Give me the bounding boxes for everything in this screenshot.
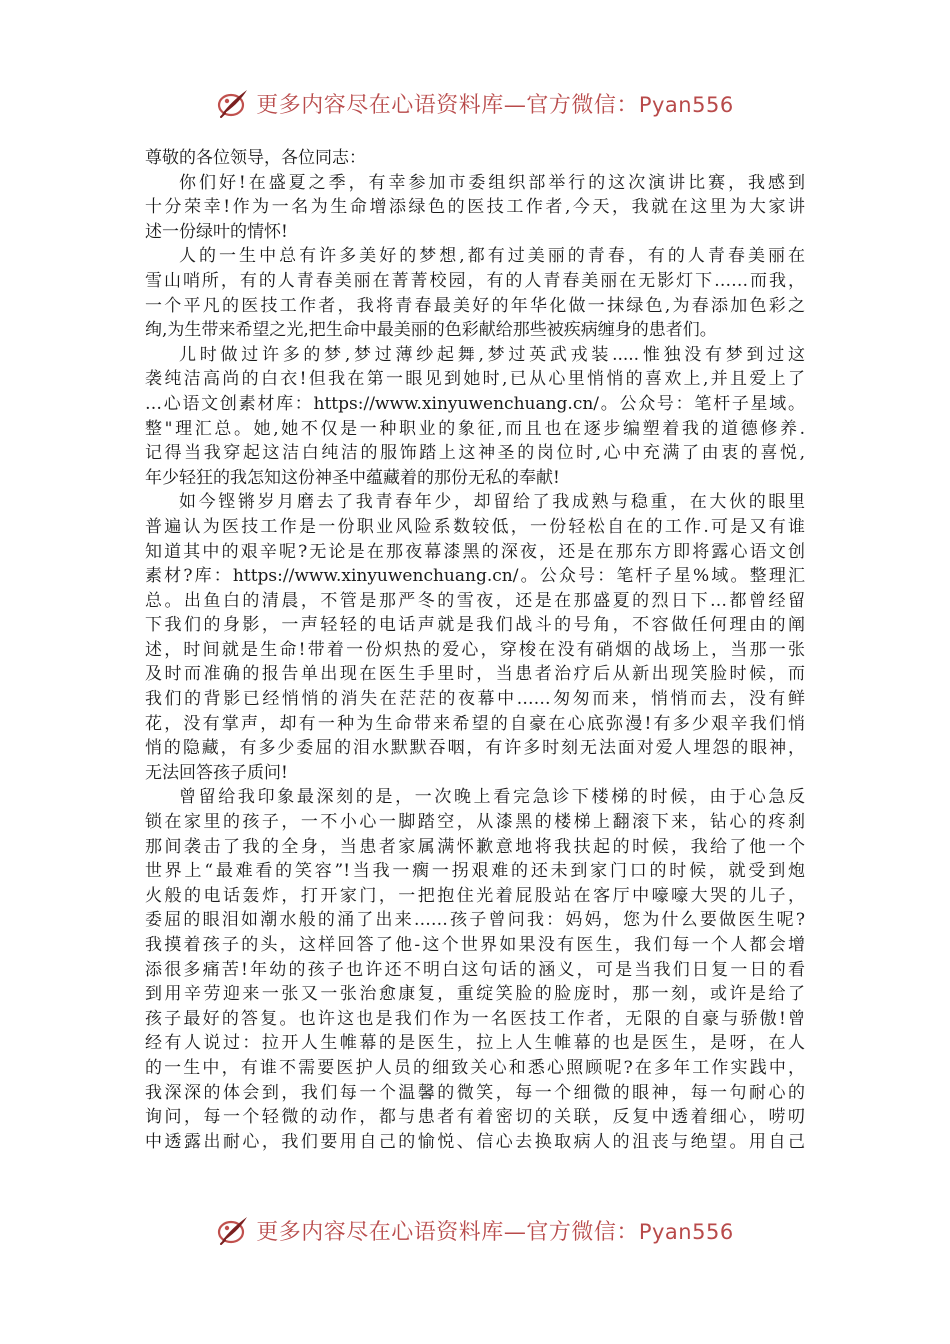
body-line: 悄的隐藏，有多少委屈的泪水默默吞咽，有许多时刻无法面对爱人埋怨的眼神， [145, 738, 805, 759]
body-line: 我们的背影已经悄悄的消失在茫茫的夜幕中……匆匆而来，悄悄而去，没有鲜 [145, 689, 805, 710]
footer-banner-wechat-id: Pyan556 [638, 1219, 734, 1244]
header-banner-sep: — [503, 92, 527, 118]
body-line: 你们好!在盛夏之季，有幸参加市委组织部举行的这次演讲比赛，我感到 [179, 172, 805, 193]
body-line: 述，时间就是生命!带着一份炽热的爱心，穿梭在没有硝烟的战场上，当那一张 [145, 639, 805, 660]
body-line: 下我们的身影，一声轻轻的电话声就是我们战斗的号角，不容做任何理由的阐 [145, 615, 805, 636]
body-line: 尊敬的各位领导，各位同志： [145, 148, 366, 168]
footer-banner-main: 更多内容尽在心语资料库 [256, 1219, 504, 1245]
header-banner-text [256, 88, 733, 119]
body-line: 一个平凡的医技工作者，我将青春最美好的年华化做一抹绿色,为春添加色彩之 [145, 295, 805, 316]
body-line: 如今铿锵岁月磨去了我青春年少，却留给了我成熟与稳重，在大伙的眼里 [179, 492, 805, 513]
footer-banner-sep: — [503, 1219, 527, 1245]
footer-banner-label: 官方微信： [526, 1219, 639, 1245]
body-line: 委屈的眼泪如潮水般的涌了出来……孩子曾问我：妈妈，您为什么要做医生呢? [145, 910, 805, 931]
body-line: 及时而准确的报告单出现在医生手里时，当患者治疗后从新出现笑脸时候，而 [145, 664, 805, 685]
footer-banner-text [256, 1215, 733, 1246]
body-line: …心语文创素材库：https://www.xinyuwenchuang.cn/。公众号：笔杆子星域。 [145, 393, 805, 414]
body-line: 锁在家里的孩子，一不小心一脚踏空，从漆黑的楼梯上翻滚下来，钻心的疼刹 [145, 812, 805, 833]
body-line: 年少轻狂的我怎知这份神圣中蕴藏着的那份无私的奉献! [145, 467, 560, 488]
body-line: 那间袭击了我的全身，当患者家属满怀歉意地将我扶起的时候，我给了他一个 [145, 836, 805, 857]
header-banner-wechat-id: Pyan556 [638, 92, 734, 117]
body-line: 绚,为生带来希望之光,把生命中最美丽的色彩献给那些被疾病缠身的患者们。 [145, 320, 717, 341]
body-line: 花，没有掌声，却有一种为生命带来希望的自豪在心底弥漫!有多少艰辛我们悄 [145, 713, 805, 734]
body-line: 询问，每一个轻微的动作，都与患者有着密切的关联，反复中透着细心，唠叨 [145, 1107, 805, 1128]
quill-logo-icon [216, 1213, 250, 1247]
body-line: 添很多痛苦!年幼的孩子也许还不明白这句话的涵义，可是当我们日复一日的看 [145, 959, 805, 980]
body-line: 世界上“最难看的笑容”!当我一瘸一拐艰难的还未到家门口的时候，就受到炮 [145, 861, 805, 882]
body-line: 知道其中的艰辛呢?无论是在那夜幕漆黑的深夜，还是在那东方即将露心语文创 [145, 541, 805, 562]
body-line: 的一生中，有谁不需要医护人员的细致关心和悉心照顾呢?在多年工作实践中， [145, 1057, 805, 1078]
header-banner-label: 官方微信： [526, 92, 639, 118]
body-line: 素材?库：https://www.xinyuwenchuang.cn/。公众号：笔杆子星%域。整理汇 [145, 566, 805, 587]
header-banner [0, 83, 950, 123]
body-line: 到用辛劳迎来一张又一张治愈康复，重绽笑脸的脸庞时，那一刻，或许是给了 [145, 984, 805, 1005]
body-line: 普遍认为医技工作是一份职业风险系数较低，一份轻松自在的工作.可是又有谁 [145, 516, 805, 537]
body-line: 十分荣幸!作为一名为生命增添绿色的医技工作者,今天，我就在这里为大家讲 [145, 197, 805, 218]
body-line: 记得当我穿起这洁白纯洁的服饰踏上这神圣的岗位时,心中充满了由衷的喜悦, [145, 443, 805, 464]
body-line: 人的一生中总有许多美好的梦想,都有过美丽的青春，有的人青春美丽在 [179, 246, 805, 267]
document-body [145, 146, 805, 1154]
body-line: 曾留给我印象最深刻的是，一次晚上看完急诊下楼梯的时候，由于心急反 [179, 787, 805, 808]
body-line: 我摸着孩子的头，这样回答了他-这个世界如果没有医生，我们每一个人都会增 [145, 935, 805, 955]
body-line: 总。出鱼白的清晨，不管是那严冬的雪夜，还是在那盛夏的烈日下…都曾经留 [145, 590, 805, 611]
body-line: 火般的电话轰炸，打开家门，一把抱住光着屁股站在客厅中嚎嚎大哭的儿子， [145, 885, 805, 906]
header-banner-main: 更多内容尽在心语资料库 [256, 92, 504, 118]
body-line: 无法回答孩子质问! [145, 762, 288, 783]
body-line: 袭纯洁高尚的白衣!但我在第一眼见到她时,已从心里悄悄的喜欢上,并且爱上了 [145, 369, 805, 390]
body-line: 雪山哨所，有的人青春美丽在菁菁校园，有的人青春美丽在无影灯下……而我， [145, 270, 805, 291]
body-line: 孩子最好的答复。也许这也是我们作为一名医技工作者，无限的自豪与骄傲!曾 [145, 1008, 805, 1029]
body-line: 中透露出耐心，我们要用自己的愉悦、信心去换取病人的沮丧与绝望。用自己 [145, 1131, 805, 1152]
body-line: 述一份绿叶的情怀! [145, 221, 288, 242]
body-line: 儿时做过许多的梦,梦过薄纱起舞,梦过英武戎装.....惟独没有梦到过这 [179, 344, 805, 365]
quill-logo-icon [216, 86, 250, 120]
footer-banner [0, 1210, 950, 1250]
body-line: 经有人说过：拉开人生帷幕的是医生，拉上人生帷幕的也是医生，是呀，在人 [145, 1033, 805, 1054]
body-line: 整"理汇总。她,她不仅是一种职业的象征,而且也在逐步编塑着我的道德修养. [145, 418, 805, 439]
body-line: 我深深的体会到，我们每一个温馨的微笑，每一个细微的眼神，每一句耐心的 [145, 1082, 805, 1103]
